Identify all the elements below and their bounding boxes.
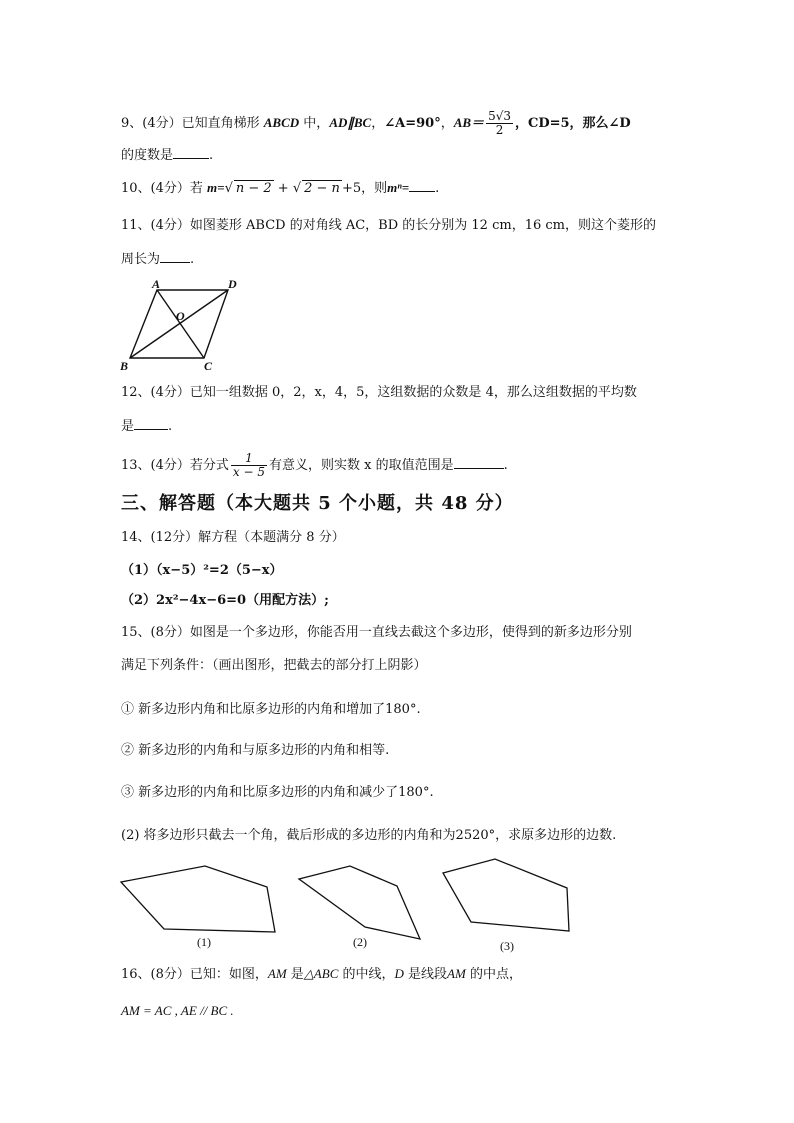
rhombus-outline (130, 290, 228, 358)
q16-lead: 16、(8分）已知：如图， (121, 967, 268, 982)
q9-ab: AB＝ (453, 115, 485, 130)
q15-condition-3: ③ 新多边形的内角和比原多边形的内角和减少了180°. (121, 785, 434, 800)
label-o: O (176, 309, 185, 323)
q11-line2-text: 周长为 (121, 252, 161, 267)
q13-line (121, 452, 508, 479)
q14-line1: 14、(12分）解方程（本题满分 8 分） (121, 530, 345, 545)
q11-end: . (190, 252, 195, 267)
diagonal-bd (130, 290, 228, 358)
q9-answer-blank (173, 146, 209, 159)
q15-condition-2: ② 新多边形的内角和与原多边形的内角和相等. (121, 743, 390, 758)
q15-condition-1: ① 新多边形内角和比原多边形的内角和增加了180°. (121, 702, 421, 717)
q16-am: AM (267, 966, 287, 981)
q12-answer-blank (134, 417, 168, 430)
q14-part2: （2）2x²−4x−6=0（用配方法）; (121, 593, 329, 608)
label-c: C (204, 359, 213, 373)
q9-name: ABCD (263, 115, 300, 130)
q9-lead: 9、(4分）已知直角梯形 (121, 116, 260, 131)
polygon-2-label: (2) (353, 935, 367, 949)
q9-cond1: AD∥BC (329, 115, 372, 130)
q9-ab-fraction (486, 110, 513, 137)
q9-line1: 9、(4分）已知直角梯形 ABCD 中，AD∥BC，∠A=90°，AB＝ $\frac{5√3}{2}$ ，CD=5，那么∠D (121, 109, 631, 137)
q9-cd: ，CD=5，那么∠D (514, 116, 631, 131)
q16-line1 (121, 966, 522, 983)
q12-line1: 12、(4分）已知一组数据 0，2，x，4，5，这组数据的众数是 4，那么这组数据的平均数 (121, 385, 637, 400)
diagonal-ac (157, 290, 204, 358)
section-heading: 三、解答题（本大题共 5 个小题，共 48 分） (121, 493, 514, 514)
q10-root2: 2 − n (304, 181, 340, 196)
q10-m-eq: m= (207, 180, 225, 195)
q14-part1: （1）（x−5）²=2（5−x） (121, 563, 283, 578)
q13-den: x − 5 (232, 465, 265, 479)
q9-end: . (209, 148, 214, 163)
q10-lead: 10、(4分）若 (121, 181, 203, 196)
polygon-3-label: (3) (500, 939, 514, 953)
q12-end: . (168, 419, 173, 434)
q13-answer-blank (454, 456, 504, 469)
q11-line2 (121, 250, 194, 268)
q16-text-b: 是 (286, 967, 304, 982)
q10-root1: n − 2 (235, 181, 272, 196)
polygon-3 (443, 859, 569, 931)
label-b: B (120, 359, 129, 373)
q13-end: . (503, 458, 508, 473)
label-d: D (228, 277, 237, 291)
q16-d: D (394, 966, 404, 981)
q9-cond2: ∠A=90° (384, 116, 441, 131)
q16-text-e: 的中点， (465, 967, 522, 982)
label-a: A (152, 277, 161, 291)
q16-triangle: △ABC (303, 966, 339, 981)
polygon-1-label: (1) (197, 935, 211, 949)
q13-lead: 13、(4分）若分式 (121, 458, 229, 473)
q15-line1: 15、(8分）如图是一个多边形，你能否用一直线去截这个多边形，使得到的新多边形分别 (121, 625, 632, 640)
q10-mn: mⁿ= (387, 180, 410, 195)
q10-answer-blank (409, 179, 435, 192)
q12-line2 (121, 417, 172, 435)
q10-end: . (435, 181, 440, 196)
q11-answer-blank (160, 250, 190, 263)
q9-ab-den: 2 (495, 123, 504, 137)
q9-ab-num: 5√3 (488, 109, 511, 123)
q13-num: 1 (231, 452, 267, 466)
q15-part2: (2) 将多边形只截去一个角，截后形成的多边形的内角和为2520°，求原多边形的边数. (121, 828, 617, 843)
q10-tail: +5，则 (341, 181, 388, 196)
q9-line2 (121, 146, 213, 164)
q10-line: 10、(4分）若 m=√ n − 2 + √ 2 − n +5，则mⁿ= . (121, 180, 440, 196)
q9-line2-text: 的度数是 (121, 148, 174, 163)
q11-line1: 11、(4分）如图菱形 ABCD 的对角线 AC，BD 的长分别为 12 cm，16 cm，则这个菱形的 (121, 218, 656, 233)
q16-line2 (121, 1003, 234, 1020)
polygon-1 (121, 866, 275, 932)
q9-mid: 中， (299, 116, 330, 131)
q15-line2: 满足下列条件：（画出图形，把截去的部分打上阴影） (121, 658, 427, 673)
q16-text-c: 的中线， (338, 967, 395, 982)
q16-text-d: 是线段 (403, 967, 448, 982)
q16-conditions: AM = AC , AE // BC . (121, 1003, 234, 1018)
polygon-2 (299, 866, 420, 939)
q12-line2-text: 是 (121, 419, 135, 434)
q16-am2: AM (447, 966, 466, 981)
q13-fraction (231, 452, 267, 479)
q13-tail: 有意义，则实数 x 的取值范围是 (268, 458, 454, 473)
